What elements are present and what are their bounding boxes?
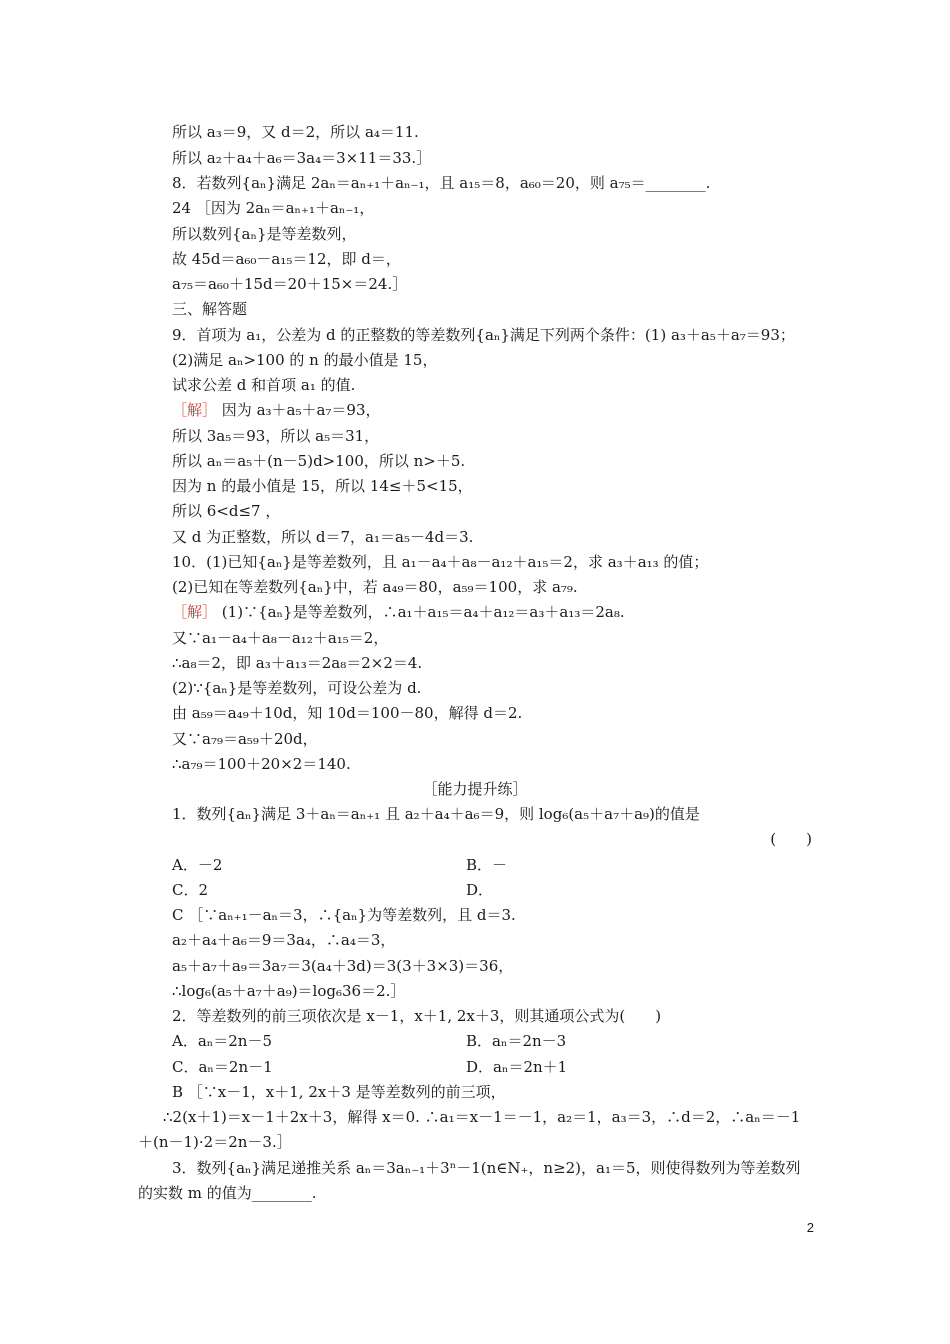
option-a: A．aₙ＝2n－5: [172, 1032, 273, 1050]
answer-8: 24 ［因为 2aₙ＝aₙ₊₁＋aₙ₋₁，: [172, 199, 375, 217]
solution-label: ［解］: [172, 603, 218, 621]
text-line: 试求公差 d 和首项 a₁ 的值.: [172, 376, 356, 394]
text-line: ∴log₆(a₅＋a₇＋a₉)＝log₆36＝2.］: [172, 982, 406, 1000]
option-a: A．－2: [172, 856, 223, 874]
question-3: 3．数列{aₙ}满足递推关系 aₙ＝3aₙ₋₁＋3ⁿ－1(n∈N₊，n≥2)，a₁＝5，则使得数列为等差数列: [172, 1159, 801, 1177]
text-line: (2)∵{aₙ}是等差数列，可设公差为 d.: [172, 679, 422, 697]
solution-text: (1)∵{aₙ}是等差数列，∴a₁＋a₁₅＝a₄＋a₁₂＝a₃＋a₁₃＝2a₈.: [221, 603, 625, 621]
text-line: 因为 n 的最小值是 15，所以 14≤＋5<15，: [172, 477, 473, 495]
text-line: 又∵a₁－a₄＋a₈－a₁₂＋a₁₅＝2，: [172, 629, 389, 647]
text-line: 又 d 为正整数，所以 d＝7，a₁＝a₅－4d＝3.: [172, 528, 474, 546]
solution-label: ［解］: [172, 401, 218, 419]
text-line: 所以 6<d≤7 ，: [172, 502, 281, 520]
answer-blank: ( ): [770, 830, 812, 848]
text-line: ∴a₇₉＝100＋20×2＝140.: [172, 755, 351, 773]
question-2: 2．等差数列的前三项依次是 x－1，x＋1, 2x＋3，则其通项公式为( ): [172, 1007, 662, 1025]
text-line: 所以 a₂＋a₄＋a₆＝3a₄＝3×11＝33.］: [172, 149, 432, 167]
page-number: 2: [806, 1220, 814, 1235]
text-line: 所以 aₙ＝a₅＋(n－5)d>100，所以 n>＋5.: [172, 452, 466, 470]
text-line: 又∵a₇₉＝a₅₉＋20d，: [172, 730, 318, 748]
text-line: a₅＋a₇＋a₉＝3a₇＝3(a₄＋3d)＝3(3＋3×3)＝36，: [172, 957, 514, 975]
option-c: C．2: [172, 881, 209, 899]
section-heading: 三、解答题: [172, 300, 248, 318]
answer-2: B ［∵x－1，x＋1, 2x＋3 是等差数列的前三项，: [172, 1083, 506, 1101]
text-line: ＋(n－1)·2＝2n－3.］: [138, 1133, 292, 1151]
question-10: 10．(1)已知{aₙ}是等差数列，且 a₁－a₄＋a₈－a₁₂＋a₁₅＝2，求 a₃＋a₁₃ 的值；: [172, 553, 709, 571]
text-line: 所以 3a₅＝93，所以 a₅＝31，: [172, 427, 380, 445]
text-line: ∴2(x＋1)＝x－1＋2x＋3，解得 x＝0. ∴a₁＝x－1＝－1，a₂＝1，a₃＝3，∴d＝2，∴aₙ＝－1: [163, 1108, 801, 1126]
option-b: B．aₙ＝2n－3: [466, 1032, 567, 1050]
section-heading: ［能力提升练］: [422, 780, 528, 798]
question-9: 9．首项为 a₁，公差为 d 的正整数的等差数列{aₙ}满足下列两个条件：(1) a₃＋a₅＋a₇＝93；: [172, 326, 795, 344]
text-line: 所以 a₃＝9，又 d＝2，所以 a₄＝11.: [172, 123, 419, 141]
text-line: a₂＋a₄＋a₆＝9＝3a₄，∴a₄＝3，: [172, 931, 396, 949]
text-line: 由 a₅₉＝a₄₉＋10d，知 10d＝100－80，解得 d＝2.: [172, 704, 523, 722]
text-line: (2)满足 aₙ>100 的 n 的最小值是 15，: [172, 351, 438, 369]
solution-line: [172, 400, 381, 420]
answer-1: C ［∵aₙ₊₁－aₙ＝3，∴{aₙ}为等差数列，且 d＝3.: [172, 906, 516, 924]
text-line: 的实数 m 的值为________.: [138, 1184, 317, 1202]
text-line: 所以数列{aₙ}是等差数列，: [172, 225, 357, 243]
question-1: 1．数列{aₙ}满足 3＋aₙ＝aₙ₊₁ 且 a₂＋a₄＋a₆＝9，则 log₆(a₅＋a₇＋a₉)的值是: [172, 805, 700, 823]
text-line: a₇₅＝a₆₀＋15d＝20＋15×＝24.］: [172, 275, 408, 293]
solution-text: 因为 a₃＋a₅＋a₇＝93，: [221, 401, 381, 419]
text-line: (2)已知在等差数列{aₙ}中，若 a₄₉＝80，a₅₉＝100，求 a₇₉.: [172, 578, 578, 596]
solution-line: [172, 602, 625, 622]
option-d: D．: [466, 881, 494, 899]
text-line: 故 45d＝a₆₀－a₁₅＝12，即 d＝，: [172, 250, 401, 268]
option-d: D．aₙ＝2n＋1: [466, 1058, 568, 1076]
option-c: C．aₙ＝2n－1: [172, 1058, 273, 1076]
option-b: B．－: [466, 856, 508, 874]
text-line: ∴a₈＝2，即 a₃＋a₁₃＝2a₈＝2×2＝4.: [172, 654, 423, 672]
question-8: 8．若数列{aₙ}满足 2aₙ＝aₙ₊₁＋aₙ₋₁，且 a₁₅＝8，a₆₀＝20，则 a₇₅＝________.: [172, 174, 711, 192]
